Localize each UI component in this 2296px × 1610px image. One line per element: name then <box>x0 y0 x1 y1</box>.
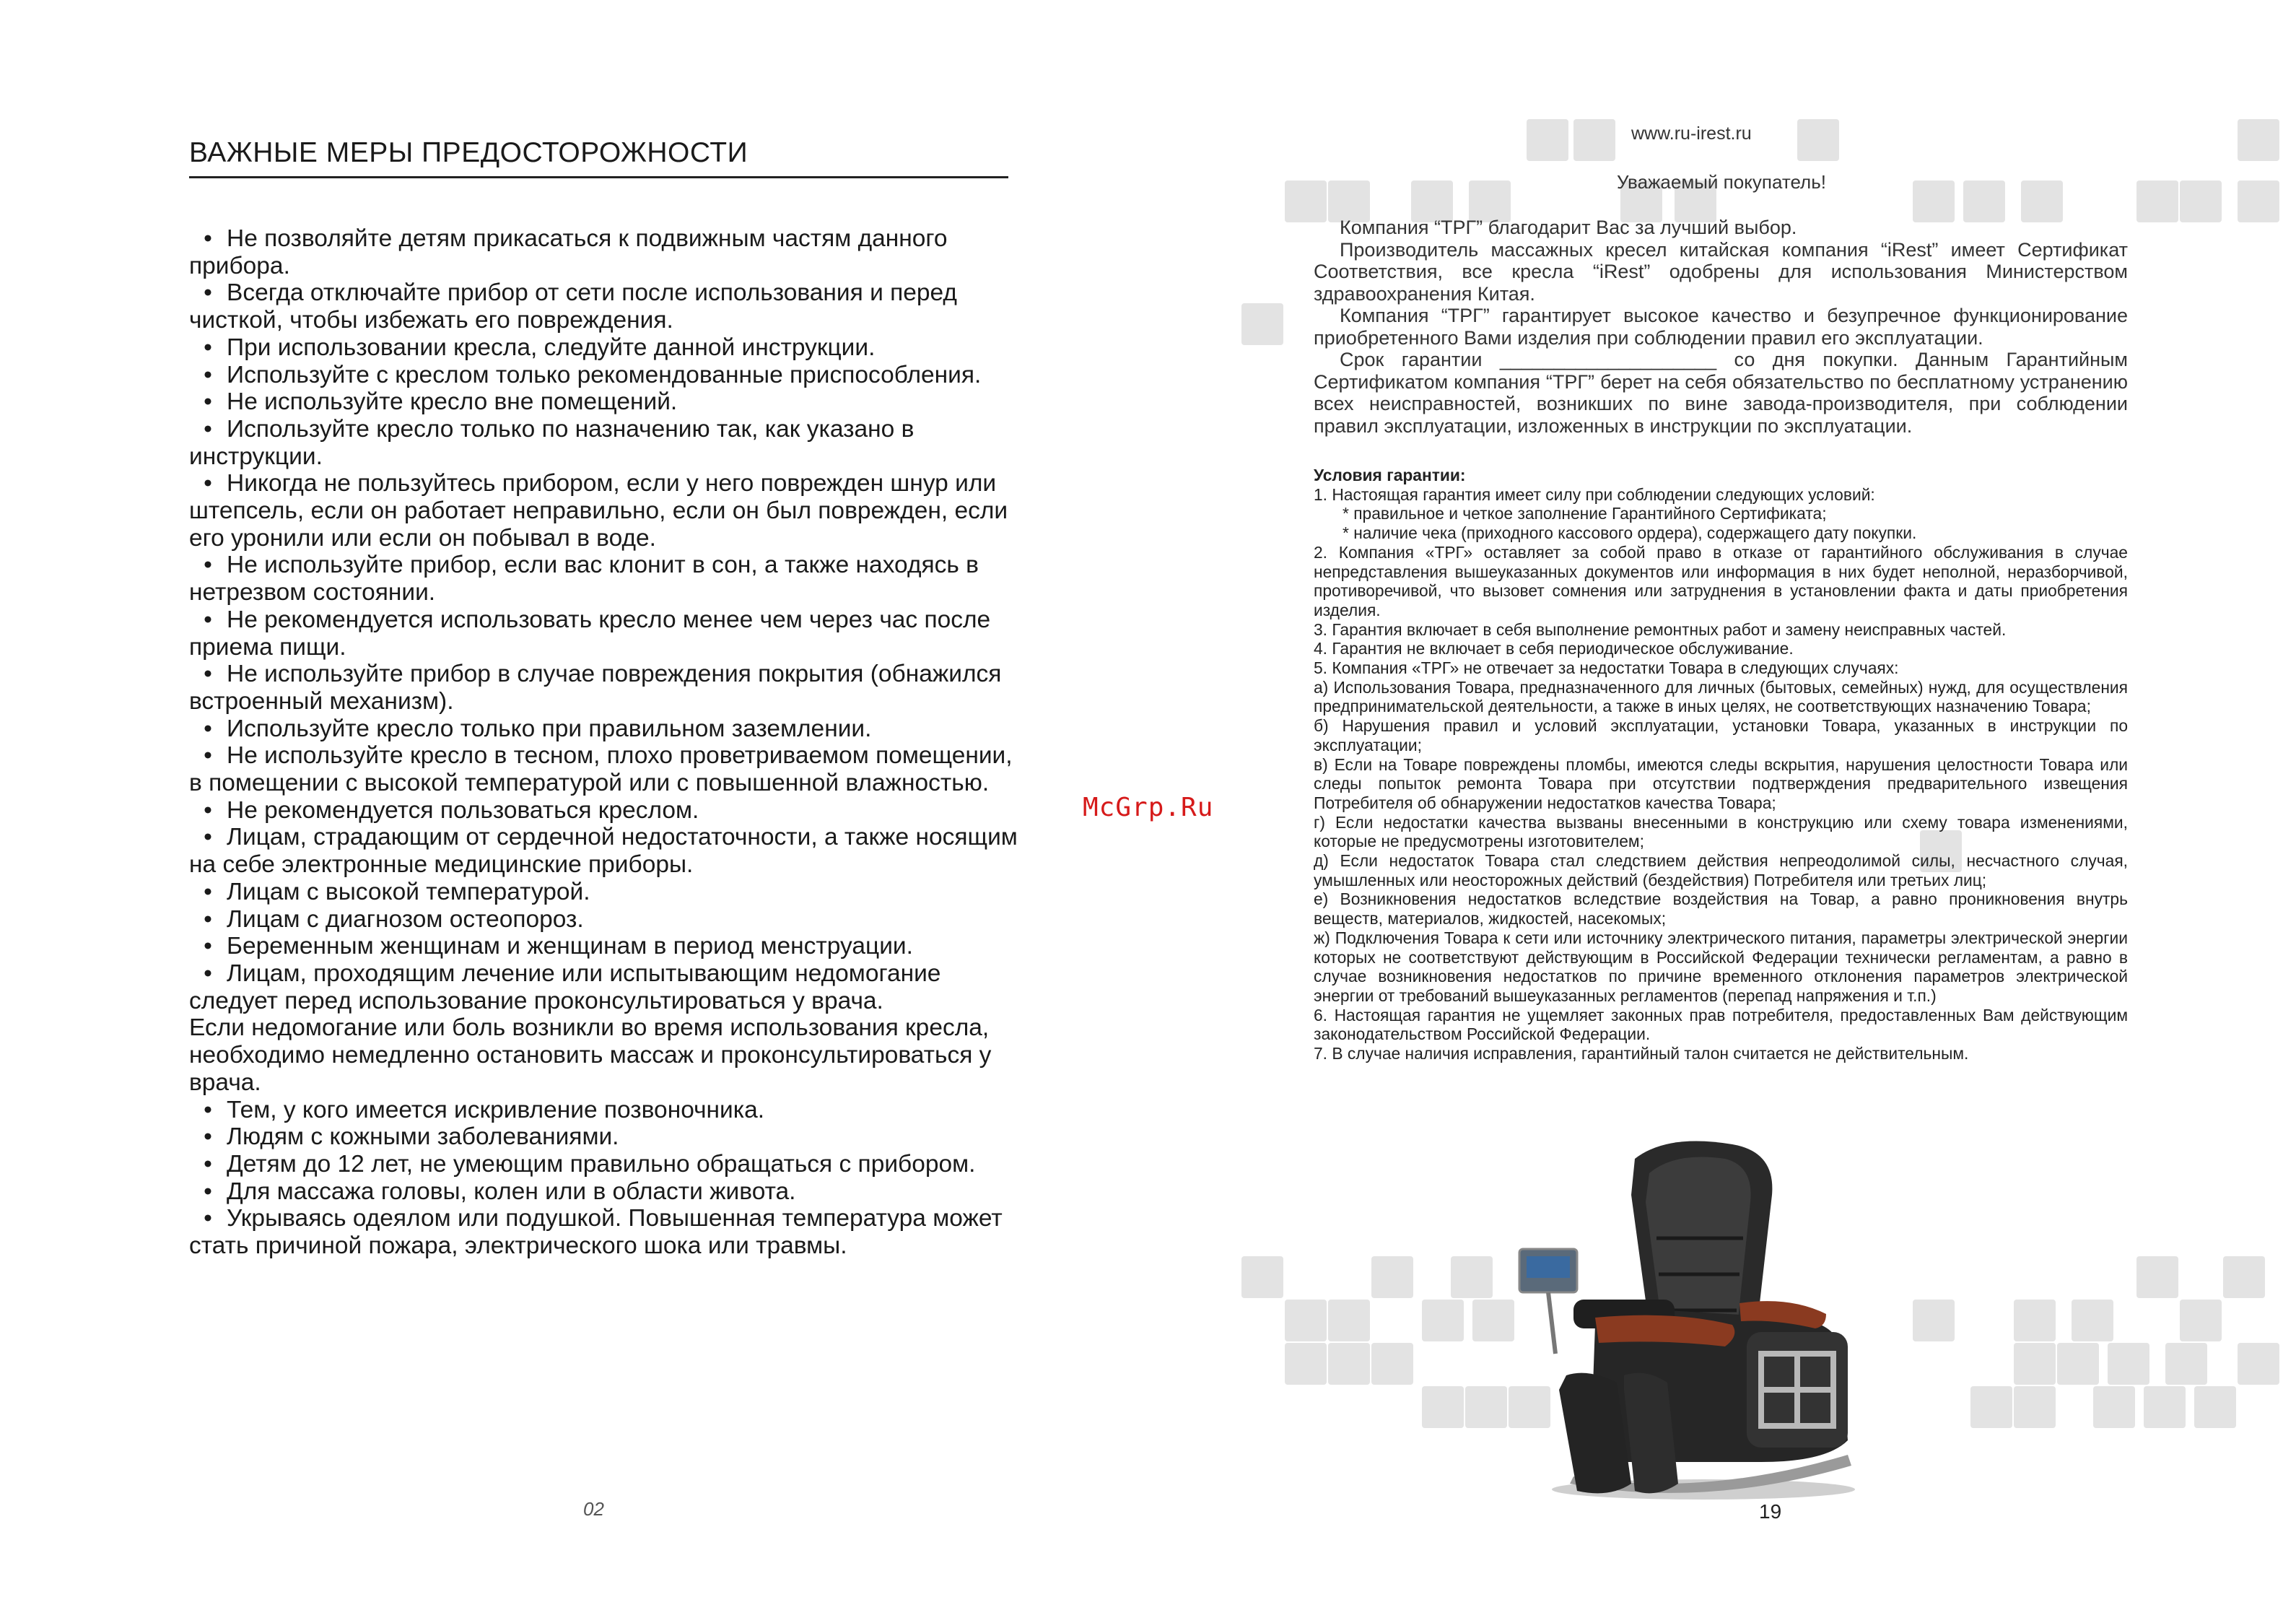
decorative-square <box>1422 1386 1464 1428</box>
precaution-text: Никогда не пользуйтесь прибором, если у него поврежден шнур или штепсель, если он работает неправильно, если он был поврежден, если его уронили или если он побывал в воде. <box>189 470 1008 552</box>
precaution-text: Если недомогание или боль возникли во время использования кресла, необходимо немедленно остановить массаж и проконсультироваться у врача. <box>189 1014 992 1096</box>
precaution-item <box>189 334 1019 362</box>
bullet-mark: • <box>204 742 212 770</box>
condition-item: 7. В случае наличия исправления, гарантийный талон считается не действительным. <box>1314 1044 1969 1063</box>
precaution-item <box>189 824 1019 878</box>
page-number-right: 19 <box>1759 1500 1782 1523</box>
decorative-square <box>2180 1300 2222 1341</box>
intro-paragraph: Компания “ТРГ” гарантирует высокое качество и безупречное функционирование приобретенного Вами изделия при соблюдении правил его эксплуатации. <box>1314 305 2128 349</box>
precaution-item <box>189 470 1019 552</box>
left-page <box>0 0 1126 1610</box>
decorative-square <box>2136 180 2178 222</box>
precaution-item <box>189 1097 1019 1124</box>
decorative-square <box>2165 1343 2207 1385</box>
decorative-square <box>1913 1300 1955 1341</box>
decorative-square <box>2057 1343 2099 1385</box>
precaution-text: Не используйте прибор, если вас клонит в сон, а также находясь в нетрезвом состоянии. <box>189 552 979 606</box>
decorative-square <box>2108 1343 2149 1385</box>
bullet-mark: • <box>204 1096 212 1123</box>
bullet-mark: • <box>204 905 212 933</box>
decorative-square <box>2144 1386 2186 1428</box>
precaution-text: Используйте с креслом только рекомендованные приспособления. <box>227 361 982 388</box>
bullet-mark: • <box>204 824 212 851</box>
precaution-text: Не используйте прибор в случае повреждения покрытия (обнажился встроенный механизм). <box>189 661 1002 715</box>
precaution-item <box>189 1014 1019 1096</box>
condition-item: а) Использования Товара, предназначенного для личных (бытовых, семейных) нужд, для осуществления предпринимательской деятельности, а также в иных целях, не соответствующих назначению Товара; <box>1314 677 2128 716</box>
decorative-square <box>2136 1256 2178 1298</box>
decorative-square <box>2223 1256 2265 1298</box>
condition-item: д) Если недостаток Товара стал следствием действия непреодолимой силы, несчастного случая, умышленных или неосторожных действий (бездействия) Потребителя или третьих лиц; <box>1314 851 2128 889</box>
bullet-mark: • <box>204 661 212 688</box>
decorative-square <box>1527 119 1568 161</box>
bullet-mark: • <box>204 1150 212 1178</box>
precaution-text: Беременным женщинам и женщинам в период менструации. <box>227 933 913 960</box>
precaution-item <box>189 1178 1019 1206</box>
decorative-square <box>2093 1386 2135 1428</box>
bullet-mark: • <box>204 878 212 905</box>
bullet-mark: • <box>204 933 212 960</box>
decorative-square <box>1797 119 1839 161</box>
condition-item: е) Возникновения недостатков вследствие воздействия на Товар, а равно проникновения внутрь веществ, материалов, жидкостей, насекомых; <box>1314 889 2128 928</box>
decorative-square <box>2238 119 2279 161</box>
decorative-square <box>1241 1256 1283 1298</box>
warranty-intro <box>1314 217 2128 437</box>
precaution-text: Используйте кресло только по назначению так, как указано в инструкции. <box>189 415 915 470</box>
precaution-item <box>189 388 1019 416</box>
condition-item: 4. Гарантия не включает в себя периодическое обслуживание. <box>1314 639 1794 658</box>
precaution-text: Лицам, проходящим лечение или испытывающим недомогание следует перед использование проконсультироваться у врача. <box>189 960 941 1014</box>
intro-paragraph: Компания “ТРГ” благодарит Вас за лучший выбор. <box>1340 217 1797 238</box>
condition-item: ж) Подключения Товара к сети или источнику электрического питания, параметры электрической энергии которых не соответствуют действующим в Российской Федерации технически регламентам, а равно в случае возникновения недостатков по причине временного отклонения параметров электрической энергии от требований вышеуказанных регламентов (перепад напряжения и т.п.) <box>1314 928 2128 1005</box>
precaution-text: Тем, у кого имеется искривление позвоночника. <box>227 1096 765 1123</box>
decorative-square <box>2014 1300 2056 1341</box>
precaution-item <box>189 933 1019 960</box>
condition-item: 1. Настоящая гарантия имеет силу при соблюдении следующих условий: <box>1314 484 1875 504</box>
intro-paragraph: Срок гарантии ____________________ со дня покупки. Данным Гарантийным Сертификатом компания “ТРГ” берет на себя обязательство по бесплатному устранению всех неисправностей, возникших по вине завода-производителя, при соблюдении правил эксплуатации, изложенных в инструкции по эксплуатации. <box>1314 349 2128 437</box>
precaution-item <box>189 279 1019 334</box>
precaution-item <box>189 715 1019 743</box>
condition-item: г) Если недостатки качества вызваны внесенными в конструкцию или схему товара изменениями, которые не предусмотрены изготовителем; <box>1314 812 2128 851</box>
condition-item: 2. Компания «ТРГ» оставляет за собой право в отказе от гарантийного обслуживания в случае непредставления вышеуказанных документов или информация в них будет неполной, неразборчивой, противоречивой, что вызовет сомнения или затруднения в установлении факта и даты приобретения изделия. <box>1314 542 2128 619</box>
greeting: Уважаемый покупатель! <box>1617 171 1826 193</box>
decorative-square <box>2194 1386 2236 1428</box>
precaution-item <box>189 879 1019 906</box>
page-number-left: 02 <box>583 1498 604 1520</box>
precaution-text: Не позволяйте детям прикасаться к подвижным частям данного прибора. <box>189 225 948 279</box>
precaution-text: Лицам с высокой температурой. <box>227 878 590 905</box>
precaution-text: Укрываясь одеялом или подушкой. Повышенная температура может стать причиной пожара, электрического шока или травмы. <box>189 1205 1003 1260</box>
bullet-mark: • <box>204 279 212 307</box>
precaution-item <box>189 362 1019 389</box>
decorative-square <box>1371 1343 1413 1385</box>
bullet-mark: • <box>204 960 212 987</box>
bullet-mark: • <box>204 606 212 633</box>
precaution-item <box>189 797 1019 824</box>
decorative-square <box>2014 1343 2056 1385</box>
decorative-square <box>1422 1300 1464 1341</box>
precaution-text: Не рекомендуется использовать кресло менее чем через час после приема пищи. <box>189 606 991 661</box>
precaution-item <box>189 606 1019 661</box>
decorative-square <box>2238 180 2279 222</box>
bullet-mark: • <box>204 415 212 443</box>
precaution-item <box>189 661 1019 715</box>
right-page <box>1169 0 2296 1610</box>
decorative-square <box>1970 1386 2012 1428</box>
precautions-list <box>189 225 1019 1260</box>
condition-item: * правильное и четкое заполнение Гарантийного Сертификата; <box>1343 504 1827 523</box>
bullet-mark: • <box>204 1205 212 1232</box>
precaution-text: Лицам с диагнозом остеопороз. <box>227 905 584 933</box>
condition-item: в) Если на Товаре повреждены пломбы, имеются следы вскрытия, нарушения целостности Товара или следы попыток ремонта Товара при отсутствии подтверждения предварительного извещения Потребителя об обнаружении недостатков качества Товара; <box>1314 754 2128 812</box>
decorative-square <box>2014 1386 2056 1428</box>
decorative-square <box>1285 1343 1327 1385</box>
condition-item: 3. Гарантия включает в себя выполнение ремонтных работ и замену неисправных частей. <box>1314 619 2007 639</box>
condition-item: б) Нарушения правил и условий эксплуатации, установки Товара, указанных в инструкции по эксплуатации; <box>1314 716 2128 754</box>
warranty-conditions <box>1314 466 2128 1063</box>
watermark: McGrp.Ru <box>1083 793 1214 822</box>
conditions-title: Условия гарантии: <box>1314 466 1466 484</box>
precaution-text: Используйте кресло только при правильном заземлении. <box>227 715 872 742</box>
decorative-square <box>1285 1300 1327 1341</box>
bullet-mark: • <box>204 225 212 252</box>
condition-item: 5. Компания «ТРГ» не отвечает за недостатки Товара в следующих случаях: <box>1314 658 1899 678</box>
page-title: ВАЖНЫЕ МЕРЫ ПРЕДОСТОРОЖНОСТИ <box>189 137 1008 178</box>
precaution-text: Лицам, страдающим от сердечной недостаточности, а также носящим на себе электронные медицинские приборы. <box>189 824 1018 879</box>
decorative-square <box>2072 1300 2113 1341</box>
precaution-text: Всегда отключайте прибор от сети после использования и перед чисткой, чтобы избежать его повреждения. <box>189 279 957 334</box>
bullet-mark: • <box>204 715 212 742</box>
bullet-mark: • <box>204 552 212 579</box>
precaution-item <box>189 1123 1019 1151</box>
precaution-item <box>189 552 1019 606</box>
precaution-text: Людям с кожными заболеваниями. <box>227 1123 619 1151</box>
precaution-text: При использовании кресла, следуйте данной инструкции. <box>227 334 876 361</box>
bullet-mark: • <box>204 470 212 497</box>
precaution-item <box>189 960 1019 1014</box>
precaution-text: Не рекомендуется пользоваться креслом. <box>227 796 699 824</box>
bullet-mark: • <box>204 334 212 361</box>
intro-paragraph: Производитель массажных кресел китайская компания “iRest” имеет Сертификат Соответствия, все кресла “iRest” одобрены для использования Министерством здравоохранения Китая. <box>1314 238 2128 305</box>
website-url: www.ru-irest.ru <box>1631 123 1752 144</box>
decorative-square <box>1328 1343 1370 1385</box>
precaution-text: Не используйте кресло в тесном, плохо проветриваемом помещении, в помещении с высокой температурой или с повышенной влажностью. <box>189 742 1013 797</box>
precaution-item <box>189 906 1019 934</box>
precaution-text: Для массажа головы, колен или в области живота. <box>227 1178 796 1205</box>
precaution-item <box>189 1205 1019 1259</box>
bullet-mark: • <box>204 388 212 416</box>
decorative-square <box>1371 1256 1413 1298</box>
precaution-item <box>189 1151 1019 1178</box>
bullet-mark: • <box>204 1178 212 1205</box>
condition-item: * наличие чека (приходного кассового ордера), содержащего дату покупки. <box>1343 523 1917 543</box>
bullet-mark: • <box>204 1123 212 1151</box>
decorative-square <box>1328 1300 1370 1341</box>
precaution-item <box>189 742 1019 796</box>
precaution-item <box>189 416 1019 470</box>
decorative-square <box>2238 1343 2279 1385</box>
decorative-square <box>2180 180 2222 222</box>
massage-chair-image <box>1487 1137 1869 1505</box>
precaution-text: Не используйте кресло вне помещений. <box>227 388 678 416</box>
decorative-square <box>1573 119 1615 161</box>
bullet-mark: • <box>204 796 212 824</box>
bullet-mark: • <box>204 361 212 388</box>
precaution-item <box>189 225 1019 279</box>
decorative-square <box>1241 303 1283 345</box>
condition-item: 6. Настоящая гарантия не ущемляет законных прав потребителя, предоставленных Вам действующим законодательством Российской Федерации. <box>1314 1005 2128 1044</box>
precaution-text: Детям до 12 лет, не умеющим правильно обращаться с прибором. <box>227 1150 976 1178</box>
